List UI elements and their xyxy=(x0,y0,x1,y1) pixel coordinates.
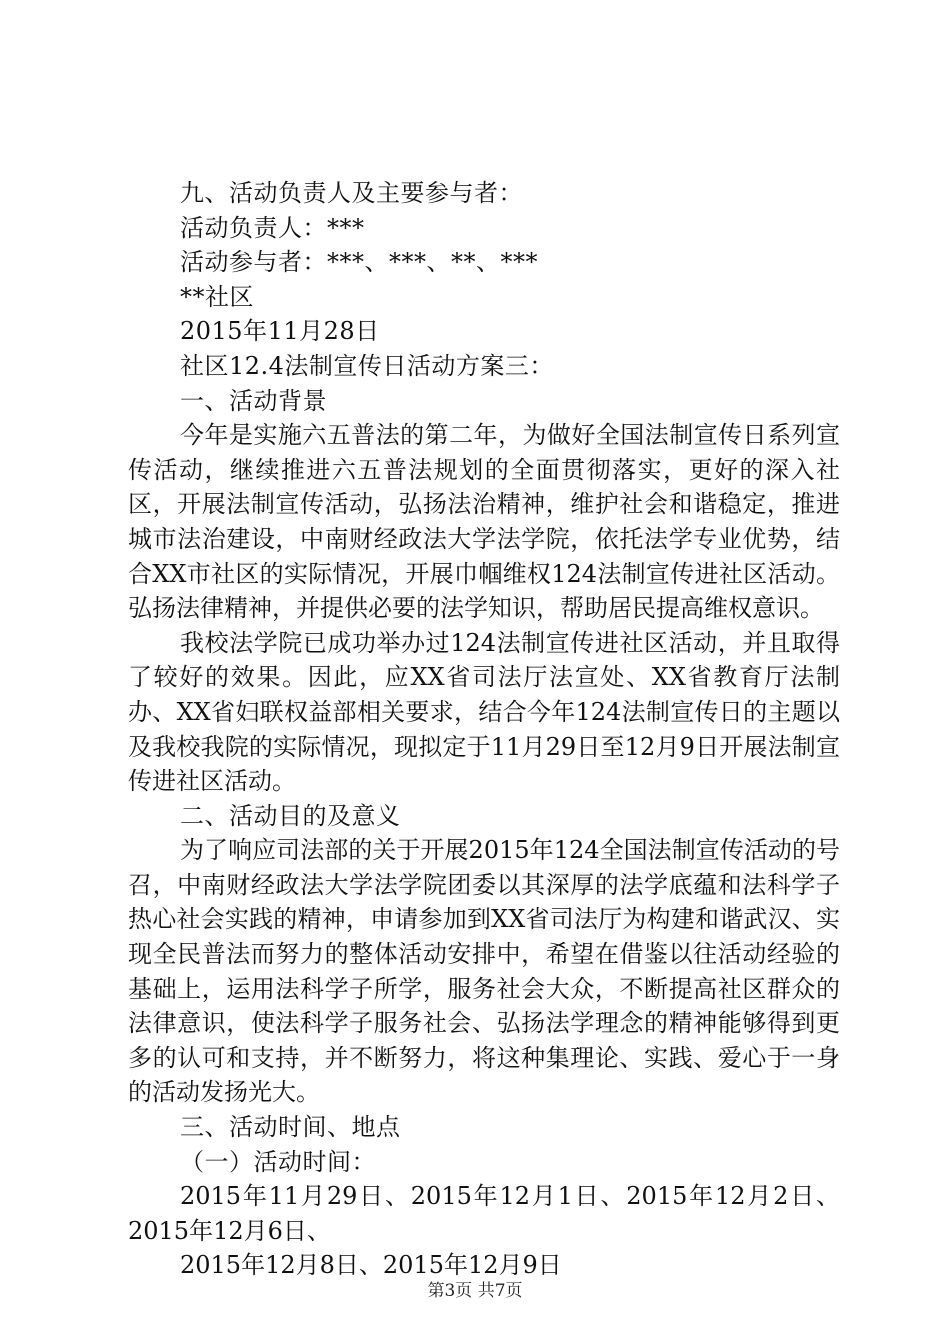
participants: 活动参与者：***、***、**、*** xyxy=(180,248,538,277)
lead-person: 活动负责人：*** xyxy=(180,213,365,242)
plan-title: 社区12.4法制宣传日活动方案三： xyxy=(180,351,554,380)
date-line: 2015年11月28日 xyxy=(180,317,380,346)
subheading-time: （一）活动时间： xyxy=(180,1147,376,1176)
paragraph-background: 今年是实施六五普法的第二年，为做好全国法制宣传日系列宣传活动，继续推进六五普法规划的全面贯彻落实，更好的深入社区，开展法制宣传活动，弘扬法治精神，维护社会和谐稳定，推进城市法治建设，中南财经政法大学法学院，依托法学专业优势，结合XX市社区的实际情况，开展巾帼维权124法制宣传进社区活动。弘扬法律精神，并提供必要的法学知识，帮助居民提高维权意识。 xyxy=(128,421,840,623)
section-heading-2: 二、活动目的及意义 xyxy=(180,801,401,830)
paragraph-purpose: 为了响应司法部的关于开展2015年124全国法制宣传活动的号召，中南财经政法大学法学院团委以其深厚的法学底蕴和法科学子热心社会实践的精神，申请参加到XX省司法厅为构建和谐武汉、实现全民普法而努力的整体活动安排中，希望在借鉴以往活动经验的基础上，运用法科学子所学，服务社会大众，不断提高社区群众的法律意识，使法科学子服务社会、弘扬法学理念的精神能够得到更多的认可和支持，并不断努力，将这种集理论、实践、爱心于一身的活动发扬光大。 xyxy=(128,836,840,1107)
section-heading-1: 一、活动背景 xyxy=(180,386,327,415)
document-body xyxy=(128,176,840,1283)
paragraph-history: 我校法学院已成功举办过124法制宣传进社区活动，并且取得了较好的效果。因此，应XX省司法厅法宣处、XX省教育厅法制办、XX省妇联权益部相关要求，结合今年124法制宣传日的主题以及我校我院的实际情况，现拟定于11月29日至12月9日开展法制宣传进社区活动。 xyxy=(128,628,840,796)
section-heading-9: 九、活动负责人及主要参与者： xyxy=(180,179,523,207)
page-footer: 第3页 共7页 xyxy=(427,1281,523,1301)
community-name: **社区 xyxy=(180,282,254,311)
paragraph-dates: 2015年11月29日、2015年12月1日、2015年12月2日、2015年12月6日、 xyxy=(128,1182,840,1245)
section-heading-3: 三、活动时间、地点 xyxy=(180,1113,401,1142)
paragraph-dates-2: 2015年12月8日、2015年12月9日 xyxy=(180,1251,562,1280)
